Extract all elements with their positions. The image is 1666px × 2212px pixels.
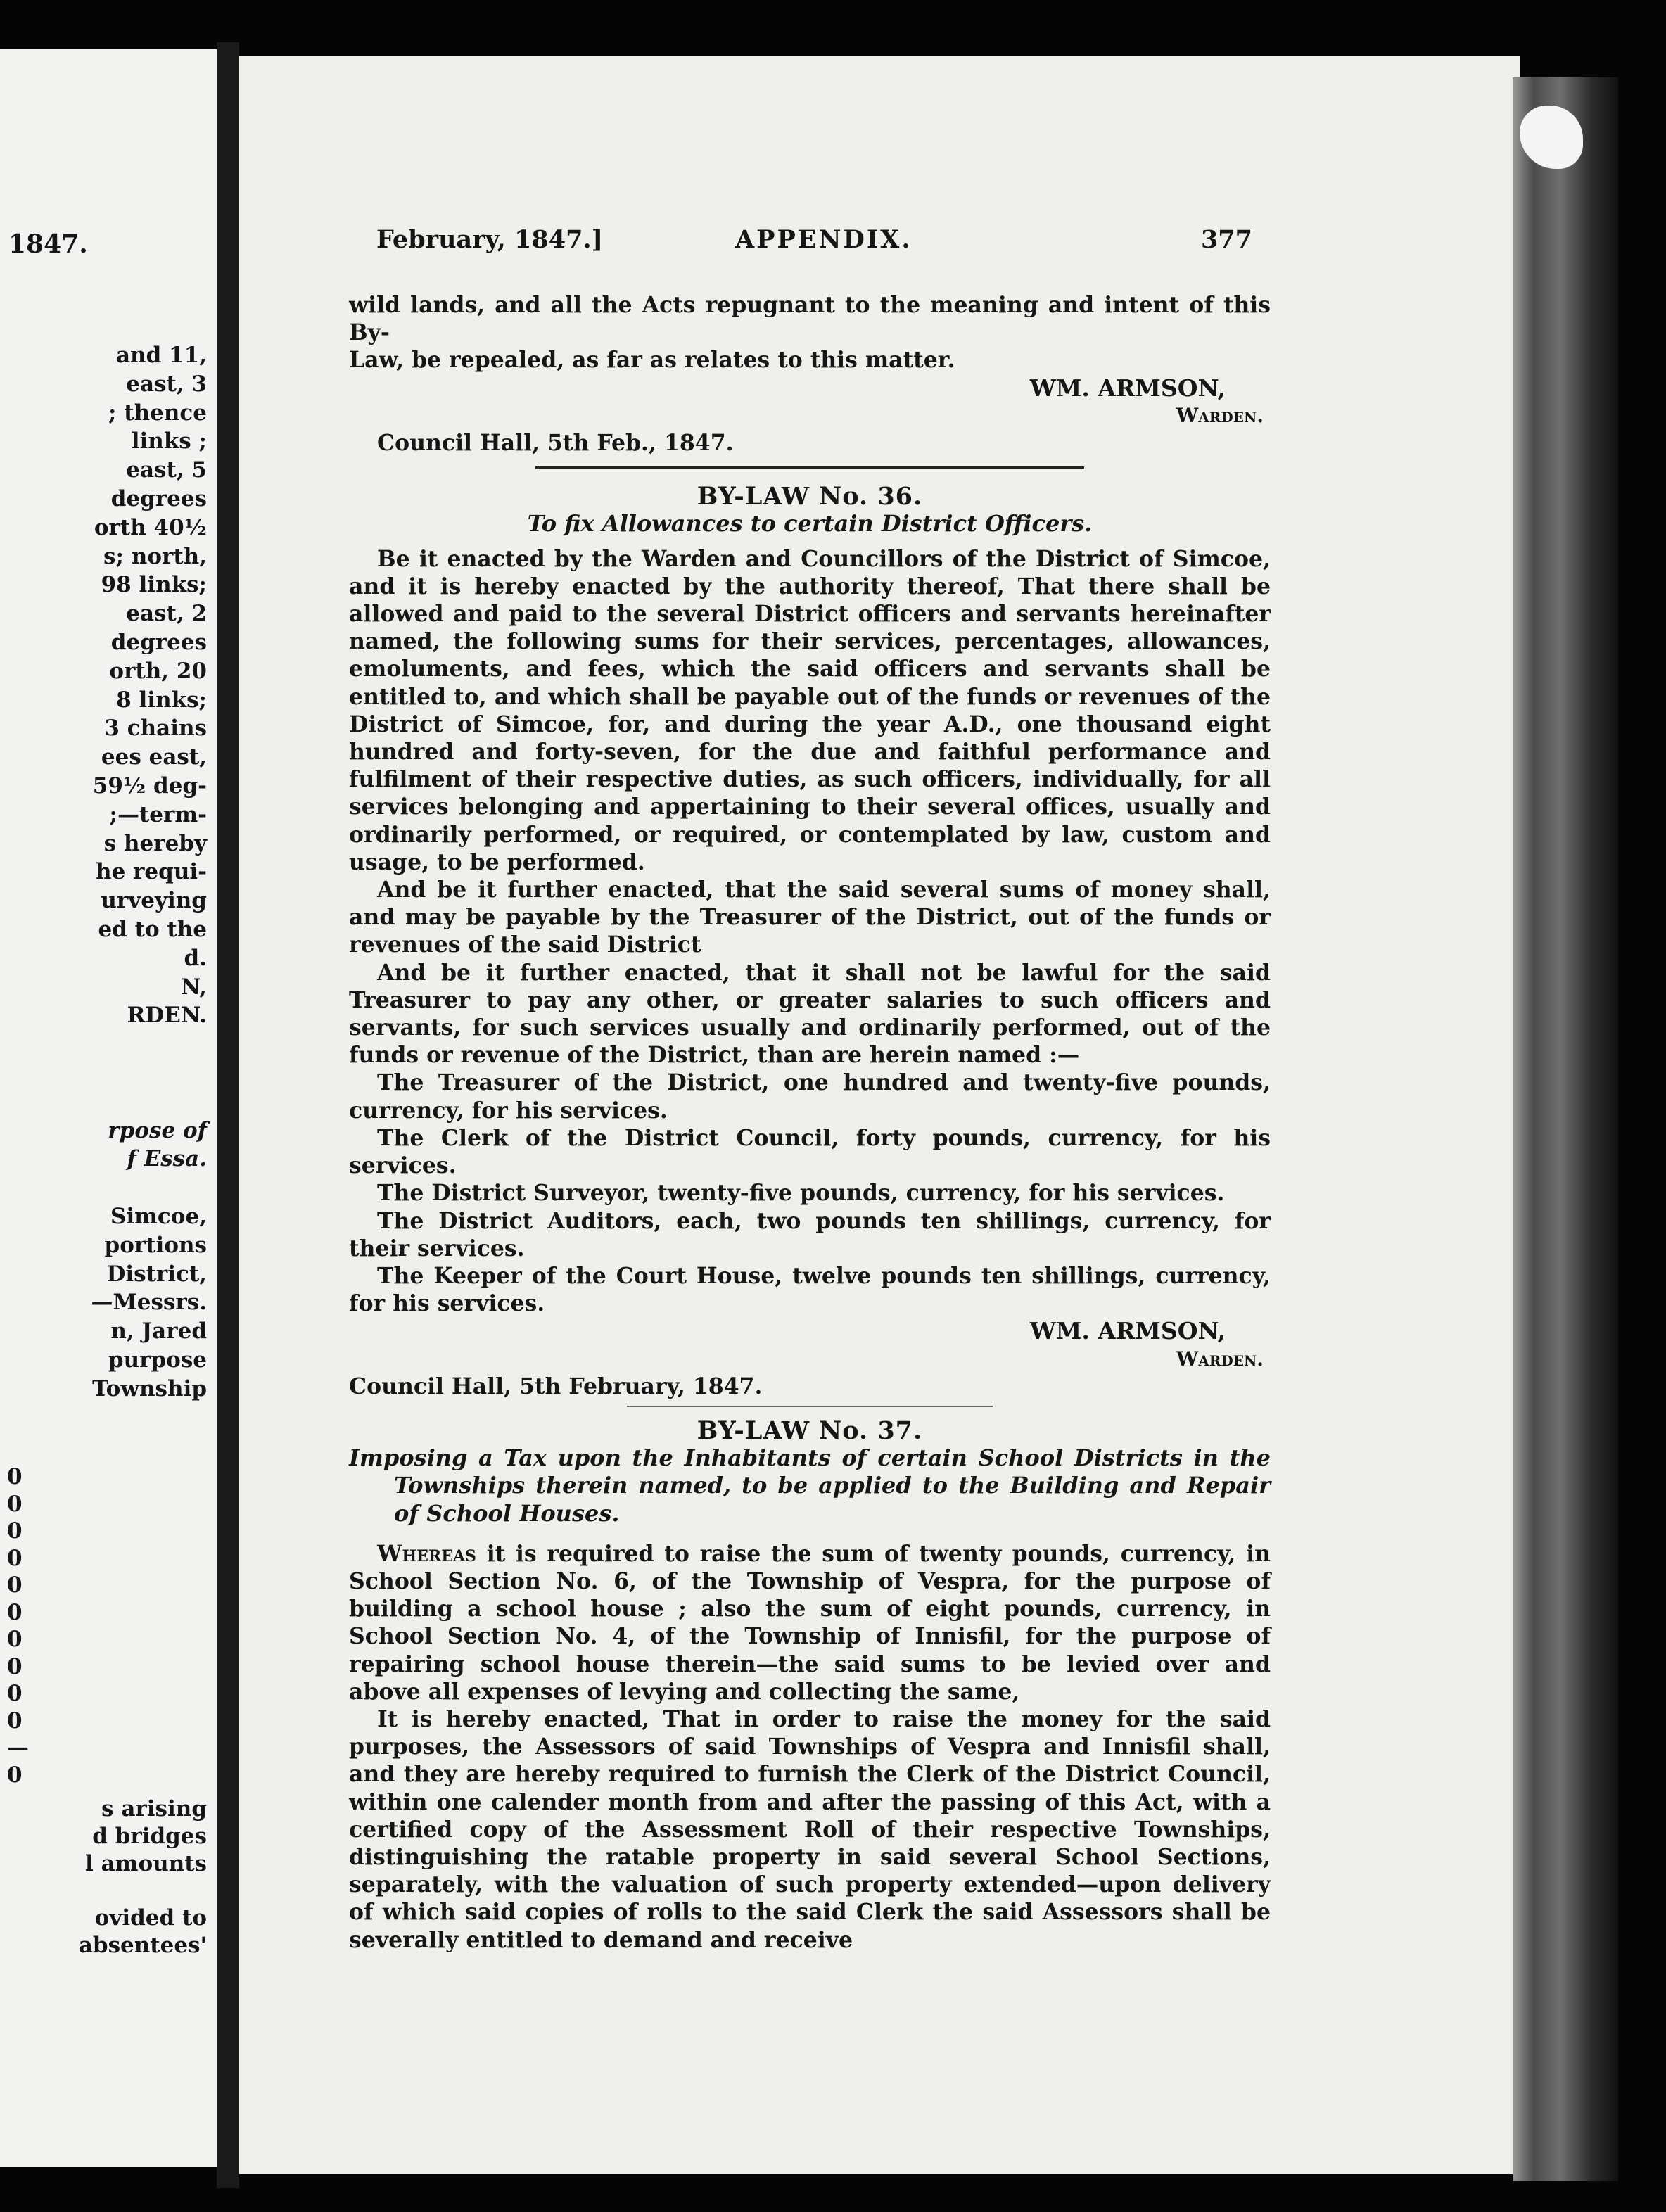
bylaw-37-heading: BY-LAW No. 37. <box>697 1416 923 1445</box>
left-fragment-line: Simcoe, <box>110 1203 207 1229</box>
running-head-title: APPENDIX. <box>735 225 913 254</box>
left-fragment-line: ;—term- <box>109 801 207 827</box>
left-page-figures <box>7 1463 29 1788</box>
council-hall-date: Council Hall, 5th February, 1847. <box>349 1373 763 1399</box>
left-fragment-line: District, <box>106 1261 207 1287</box>
left-fragment-line: N, <box>180 974 207 1000</box>
left-page-fragment <box>0 49 217 2167</box>
left-fragment-line: east, 5 <box>126 457 207 483</box>
allowance-item: The Treasurer of the District, one hundred and twenty-five pounds, currency, for his services. <box>349 1069 1271 1124</box>
left-page-year: 1847. <box>8 229 88 259</box>
signature-title: Warden. <box>1176 1347 1264 1371</box>
left-fragment-line: degrees <box>110 629 207 655</box>
left-fragment-line: 8 links; <box>116 687 207 713</box>
left-fragment-line: 3 chains <box>104 716 207 742</box>
signature-name: WM. ARMSON, <box>1029 374 1226 402</box>
left-fragment-figure: 0 <box>7 1762 23 1788</box>
left-fragment-line: n, Jared <box>110 1318 207 1345</box>
bylaw-36-paragraph-1: Be it enacted by the Warden and Councillors of the District of Simcoe, and it is hereby enacted by the authority thereof, That there shall be allowed and paid to the several District officers and servants hereinafter named, the following sums for their services, percentages, allowances, emoluments, and fees, which the said officers and servants shall be entitled to, and which shall be payable out of the funds or revenues of the District of Simcoe, for, and during the year A.D., one thousand eight hundred and forty-seven, for the due and faithful performance and fulfilment of their respective duties, as such officers, individually, for all services belonging and appertaining to their several offices, usually and ordinarily performed, or required, or contemplated by law, custom and usage, to be performed. <box>349 545 1271 875</box>
left-fragment-line: portions <box>104 1232 207 1258</box>
left-page-column <box>0 341 207 1403</box>
left-fragment-figure: 0 <box>7 1708 23 1734</box>
left-fragment-figure: 0 <box>7 1464 23 1489</box>
bylaw-36-heading: BY-LAW No. 36. <box>697 482 923 511</box>
left-fragment-figure: 0 <box>7 1627 23 1652</box>
intro-line-2: Law, be repealed, as far as relates to this matter. <box>349 347 955 374</box>
left-fragment-line: RDEN. <box>127 1003 207 1029</box>
left-fragment-line: east, 2 <box>126 601 207 627</box>
left-fragment-line <box>0 1059 207 1088</box>
left-fragment-line: s; north, <box>103 543 207 569</box>
left-fragment-figure: 0 <box>7 1545 23 1571</box>
left-fragment-line: ovided to <box>94 1905 207 1931</box>
left-fragment-line: s arising <box>101 1796 207 1822</box>
left-fragment-line: absentees' <box>78 1932 207 1958</box>
left-fragment-line: ; thence <box>108 400 207 426</box>
left-fragment-line: degrees <box>110 485 207 511</box>
left-fragment-figure: — <box>7 1735 29 1760</box>
council-hall-date: Council Hall, 5th Feb., 1847. <box>377 430 734 457</box>
signature-title: Warden. <box>1176 403 1264 427</box>
intro-line-1: wild lands, and all the Acts repugnant to the meaning and intent of this By- <box>349 292 1271 346</box>
whereas-word: Whereas <box>377 1540 476 1567</box>
left-fragment-figure: 0 <box>7 1491 23 1517</box>
page-number: 377 <box>1200 225 1252 254</box>
left-page-tail <box>0 1795 207 1959</box>
left-fragment-line: d bridges <box>92 1823 207 1849</box>
left-fragment-line <box>0 1088 207 1117</box>
left-fragment-figure: 0 <box>7 1572 23 1598</box>
bylaw-37-title: Imposing a Tax upon the Inhabitants of certain School Districts in the Townships therein named, to be applied to the Building and Repair of School Houses. <box>349 1444 1271 1527</box>
bylaw-37-paragraph-1-text: it is required to raise the sum of twenty pounds, currency, in School Section No. 6, of the Township of Vespra, for the purpose of building a school house ; also the sum of eight pounds, currency, in School Section No. 4, of the Township of Innisfil, for the purpose of repairing school house therein—the said sums to be levied over and above all expenses of levying and collecting the same, <box>349 1540 1271 1705</box>
book-gutter <box>217 42 239 2188</box>
left-fragment-line: d. <box>184 945 207 971</box>
running-head-date: February, 1847.] <box>376 225 604 254</box>
left-fragment-line: urveying <box>101 888 207 914</box>
left-fragment-line <box>0 1877 207 1905</box>
left-fragment-line: rpose of <box>108 1117 207 1143</box>
left-fragment-line: l amounts <box>85 1850 207 1876</box>
left-fragment-line: links ; <box>131 428 207 455</box>
left-fragment-figure: 0 <box>7 1653 23 1679</box>
left-fragment-line: f Essa. <box>127 1146 207 1172</box>
signature-name: WM. ARMSON, <box>1029 1317 1226 1345</box>
allowance-item: The Keeper of the Court House, twelve pounds ten shillings, currency, for his services. <box>349 1262 1271 1317</box>
bylaw-36-title: To fix Allowances to certain District Officers. <box>527 510 1093 538</box>
section-divider <box>627 1406 993 1407</box>
section-divider <box>535 466 1084 469</box>
allowance-item: The District Auditors, each, two pounds ten shillings, currency, for their services. <box>349 1207 1271 1261</box>
bylaw-37-paragraph-1 <box>349 1540 1271 1705</box>
left-fragment-line: he requi- <box>96 859 207 885</box>
bylaw-36-paragraph-3: And be it further enacted, that it shall not be lawful for the said Treasurer to pay any other, or greater salaries to such officers and servants, for such services usually and ordinarily performed, out of the funds or revenue of the District, than are herein named :— <box>349 959 1271 1069</box>
left-fragment-line: orth 40½ <box>94 514 207 540</box>
left-fragment-line <box>0 1174 207 1202</box>
left-fragment-line: east, 3 <box>126 371 207 397</box>
bylaw-37-paragraph-2: It is hereby enacted, That in order to raise the money for the said purposes, the Assessors of said Townships of Vespra and Innisfil shall, and they are hereby required to furnish the Clerk of the District Council, within one calender month from and after the passing of this Act, with a certified copy of the Assessment Roll of their respective Townships, distinguishing the ratable property in said several School Sections, separately, with the valuation of such property extended—upon delivery of which said copies of rolls to the said Clerk the said Assessors shall be severally entitled to demand and receive <box>349 1705 1271 1953</box>
left-fragment-line: —Messrs. <box>91 1290 207 1316</box>
left-fragment-line: ees east, <box>101 744 207 770</box>
allowance-item: The District Surveyor, twenty-five pounds, currency, for his services. <box>377 1180 1225 1207</box>
bylaw-36-paragraph-2: And be it further enacted, that the said several sums of money shall, and may be payable by the Treasurer of the District, out of the funds or revenues of the said District <box>349 877 1271 958</box>
left-fragment-line: 59½ deg- <box>92 773 207 799</box>
left-fragment-line: and 11, <box>115 343 207 368</box>
left-fragment-line: s hereby <box>103 830 207 856</box>
left-fragment-figure: 0 <box>7 1681 23 1706</box>
left-fragment-line: purpose <box>108 1347 207 1373</box>
left-fragment-line <box>0 1030 207 1059</box>
left-fragment-line: 98 links; <box>101 572 207 598</box>
allowance-item: The Clerk of the District Council, forty pounds, currency, for his services. <box>349 1124 1271 1179</box>
left-fragment-figure: 0 <box>7 1518 23 1544</box>
left-fragment-line: ed to the <box>98 916 207 942</box>
page-body <box>349 291 1271 1954</box>
left-fragment-line: orth, 20 <box>109 658 207 684</box>
left-fragment-line: Township <box>92 1375 207 1401</box>
running-head <box>376 225 1252 260</box>
left-fragment-figure: 0 <box>7 1599 23 1625</box>
page-edge-strip <box>1513 77 1618 2181</box>
